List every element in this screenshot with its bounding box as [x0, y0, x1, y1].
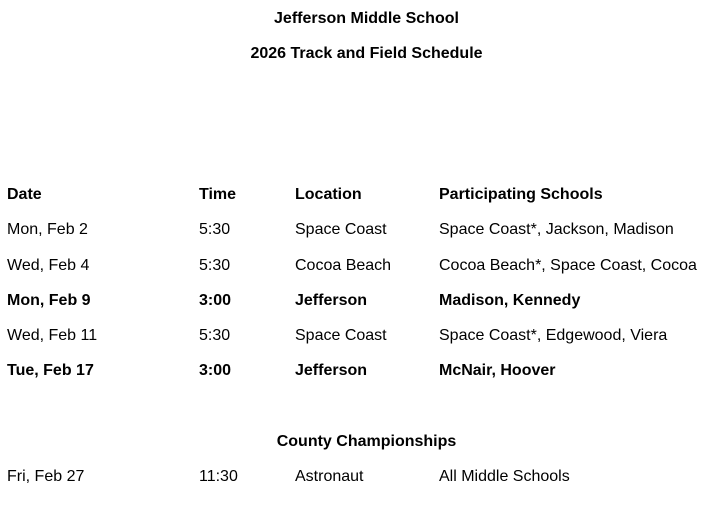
championships-heading: County Championships — [276, 433, 457, 450]
header-location: Location — [295, 186, 362, 203]
table-row — [0, 290, 725, 312]
row-schools: Madison, Kennedy — [439, 292, 581, 309]
table-row — [0, 255, 725, 277]
table-header-row — [0, 184, 725, 206]
row-schools: Space Coast*, Jackson, Madison — [439, 221, 674, 238]
row-time: 3:00 — [199, 362, 232, 379]
row-schools: Cocoa Beach*, Space Coast, Cocoa — [439, 257, 697, 274]
row-schools: All Middle Schools — [439, 468, 570, 485]
header-date: Date — [7, 186, 42, 203]
row-location: Astronaut — [295, 468, 364, 485]
row-time: 5:30 — [199, 221, 231, 238]
row-date: Tue, Feb 17 — [7, 362, 94, 379]
row-time: 11:30 — [199, 468, 238, 485]
header-time: Time — [199, 186, 237, 203]
table-row — [0, 219, 725, 241]
row-location: Jefferson — [295, 362, 368, 379]
row-date: Wed, Feb 4 — [7, 257, 90, 274]
table-row — [0, 466, 725, 488]
row-date: Fri, Feb 27 — [7, 468, 85, 485]
row-schools: Space Coast*, Edgewood, Viera — [439, 327, 668, 344]
row-schools: McNair, Hoover — [439, 362, 556, 379]
row-location: Space Coast — [295, 327, 387, 344]
row-location: Cocoa Beach — [295, 257, 392, 274]
row-date: Mon, Feb 9 — [7, 292, 91, 309]
row-time: 5:30 — [199, 327, 231, 344]
row-location: Jefferson — [295, 292, 368, 309]
row-time: 3:00 — [199, 292, 232, 309]
header-schools: Participating Schools — [439, 186, 603, 203]
row-date: Wed, Feb 11 — [7, 327, 98, 344]
schedule-title: 2026 Track and Field Schedule — [250, 45, 483, 62]
table-row — [0, 360, 725, 382]
row-date: Mon, Feb 2 — [7, 221, 88, 238]
row-location: Space Coast — [295, 221, 387, 238]
school-title: Jefferson Middle School — [274, 10, 459, 27]
row-time: 5:30 — [199, 257, 231, 274]
table-row — [0, 325, 725, 347]
